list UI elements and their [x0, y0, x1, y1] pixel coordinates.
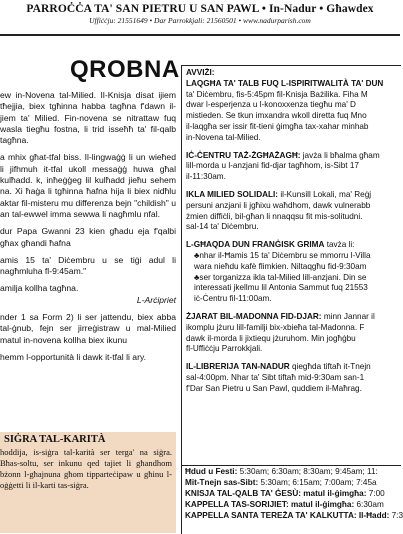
- mass-time-row: Mit-Tnejn sas-Sibt: 5:30am; 6:15am; 7:00am; 7:45a: [185, 478, 377, 487]
- editorial-paragraph: amis 15 ta' Diċembru u se tiġi adul li nagħmluha fl-9:45am.": [0, 254, 176, 277]
- notice-christmas-lunch: IKLA MILIED SOLIDALI: il-Kunsill Lokali, ma' Reġj persuni anzjani li jgħixu waħdhom, dawk vulnerabb żmien diffiċli, bil-għan li nnaqqsu fit mis-solitudni. sal-14 ta' Diċembru.: [186, 189, 372, 232]
- editorial-paragraph: ew in-Novena tal-Milied. Il-Knisja disat ijiem tħejjia, biex tgħinna habba tagħna f'dawn il-jiem ta' Milied. Fin-novena se nitrattaw fuq wasla tiegħu fostna, li trid isseħħ ta' fil-qalb tagħna.: [0, 90, 176, 146]
- mass-time-row: Ħdud u Festi: 5:30am; 6:30am; 8:30am; 9:45am; 11:: [185, 467, 378, 476]
- notice-library: IL-LIBRERIJA TAN-NADUR qiegħda tiftaħ it-Tnejn sal-4:00pm. Nhar ta' Sibt tiftaħ mid-9:30am san-1 f'Dar San Pietru u San Pawl, quddiem il-Maħrag.: [186, 362, 371, 393]
- editorial-paragraph: nder 1 sa Form 2) li ser jattendu, biex abba tal-ġnub, fejn ser jirreġistraw u mal-Milied matul in-novena kollha biex ikunu: [0, 312, 176, 345]
- karita-title: SIĠRA TAL-KARITÀ: [4, 434, 106, 445]
- mass-time-row: KAPPELLA SANTA TEREŻA TA' KALKUTTA: Il-Ħadd: 7:3: [185, 511, 403, 520]
- editorial-heading: QROBNA: [70, 56, 180, 83]
- karita-body: hoddija, is-siġra tal-karità ser terga' na siġra. Bħas-soltu, ser inkunu qed tajiet li għandhom bżonn l-għajnuna għom tipparteċipaw u għinu l-oġġetti li il-karti tas-siġra.: [0, 447, 172, 490]
- mass-times-box: [181, 465, 401, 534]
- mass-time-row: KAPPELLA TAS-SORIJIET: matul il-ġimgħa: 6:30am: [185, 500, 384, 509]
- editorial-paragraph: dur Papa Gwanni 23 kien għadu eja f'qalbi għax għandi ħafna: [0, 226, 176, 248]
- notice-youth-centre: IĊ-ĊENTRU TAŻ-ŻGĦAŻAGĦ: javża li bħalma għam lill-morda u l-anzjani fid-djar tagħhom, is-Sibt 17 il-11:30am.: [186, 150, 380, 182]
- notice-grima-group: L-GĦAQDA DUN FRANĠISK GRIMA tavża li: ♣nhar il-Ħamis 15 ta' Diċembru se mmorru l-Villa wara nieħdu kafè flimkien. Niltaqgħu fid-9:30am ♣ser torganizza ikla tal-Milied lill-anzjani. Din se interessati jkellmu lil Antonia Sammut fuq 21553 iċ-Ċentru fil-11:00am.: [186, 240, 371, 304]
- mass-time-row: KNISJA TAL-QALB TA' ĠESÙ: matul il-ġimgħa: 7:00: [185, 489, 385, 498]
- editorial-paragraph: amilja kollha tagħna.: [0, 283, 79, 294]
- notices-heading: AVVIŻI:: [186, 68, 215, 77]
- editorial-paragraph: hemm l-opportunità li dawk it-tfal li ary.: [0, 351, 146, 362]
- bulletin-header: [0, 0, 400, 40]
- editorial-paragraph: a mhix għat-tfal biss. Il-lingwaġġ li un wieħed li jifhmuh it-tfal ukoll messaġġ huwa għal kulħadd. k, inħeġġeg lil kulħadd jieħu sehem na. Xi ħaġa li tgħinna ħafna hija li biex nidħlu aktar fil-misteru mu differenza bejn "childish" u an tal-ewwel imma sewwa li nagħmlu nfal.: [0, 152, 176, 219]
- notice-spirituality: LAQGĦA TA' TALB FUQ L-ISPIRITWALITÀ TA' DUN ta' Diċembru, fis-5:45pm fil-Knisja Bażilika. Fiha M dwar l-esperjenza u l-konoxxenza tiegħu ma' D mistieden. Se tkun imxandra wkoll diretta fuq Mno il-laqgħa ser issir fit-tieni ġimgħa tax-xahar minhab in-Novena tal-Milied.: [186, 78, 384, 142]
- signature: L-Arċipriet: [136, 294, 176, 305]
- notice-madonna-visits: ŻJARAT BIL-MADONNA FID-DJAR: minn Jannar il ikomplu jżuru lill-familji bix-xbieħa tal-Madonna. F dawk il-morda li jixtiequ jżuruhom. Min jogħġbu fl-Uffiċċju Parrokkjali.: [186, 311, 375, 354]
- editorial-body: [0, 90, 176, 363]
- notices-column: [181, 65, 401, 466]
- parish-title: PARROĊĊA TA' SAN PIETRU U SAN PAWL • In-Nadur • Għawdex: [26, 3, 374, 15]
- contact-line: Uffiċċju: 21551649 • Dar Parrokkjali: 21560501 • www.nadurparish.com: [89, 16, 311, 25]
- header-divider: [0, 34, 400, 36]
- karita-box: [0, 432, 176, 533]
